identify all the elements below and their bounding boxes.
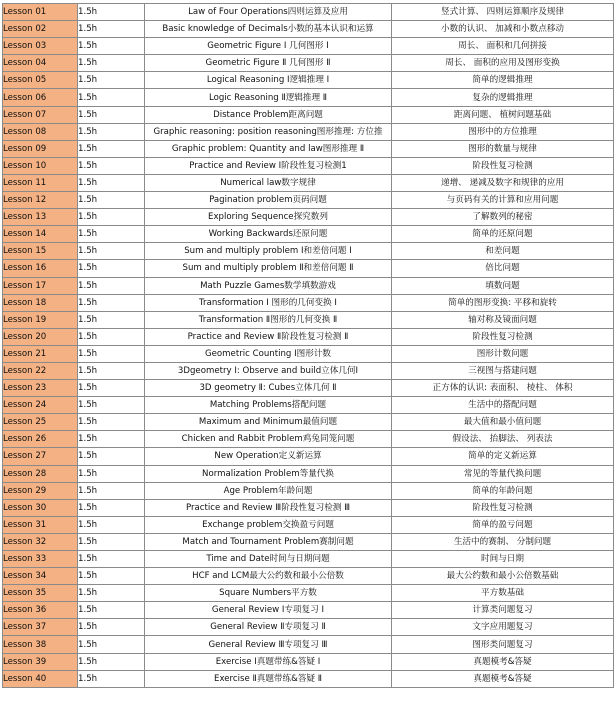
topic-cell: General Review Ⅰ专项复习 Ⅰ	[145, 602, 392, 619]
description-cell: 和差问题	[392, 243, 614, 260]
topic-cell: Exchange problem交换盈亏问题	[145, 516, 392, 533]
topic-cell: Graphic reasoning: position reasoning图形推理: 方位推	[145, 123, 392, 140]
duration-cell: 1.5h	[78, 174, 145, 191]
topic-cell: Pagination problem页码问题	[145, 192, 392, 209]
lesson-number-cell: Lesson 23	[3, 380, 78, 397]
description-cell: 最大值和最小值问题	[392, 414, 614, 431]
table-row	[3, 174, 614, 191]
description-cell: 阶段性复习检测	[392, 328, 614, 345]
description-cell: 阶段性复习检测	[392, 499, 614, 516]
topic-cell: Numerical law数字规律	[145, 174, 392, 191]
lesson-number-cell: Lesson 29	[3, 482, 78, 499]
duration-cell: 1.5h	[78, 551, 145, 568]
table-row	[3, 670, 614, 687]
duration-cell: 1.5h	[78, 448, 145, 465]
table-row	[3, 431, 614, 448]
table-row	[3, 568, 614, 585]
duration-cell: 1.5h	[78, 55, 145, 72]
duration-cell: 1.5h	[78, 636, 145, 653]
table-row	[3, 397, 614, 414]
duration-cell: 1.5h	[78, 106, 145, 123]
duration-cell: 1.5h	[78, 89, 145, 106]
duration-cell: 1.5h	[78, 209, 145, 226]
table-row	[3, 380, 614, 397]
lesson-number-cell: Lesson 38	[3, 636, 78, 653]
duration-cell: 1.5h	[78, 328, 145, 345]
topic-cell: Geometric Figure Ⅱ 几何图形 Ⅱ	[145, 55, 392, 72]
description-cell: 平方数基础	[392, 585, 614, 602]
table-row	[3, 260, 614, 277]
table-row	[3, 209, 614, 226]
topic-cell: Geometric Figure Ⅰ 几何图形 Ⅰ	[145, 38, 392, 55]
table-row	[3, 602, 614, 619]
duration-cell: 1.5h	[78, 21, 145, 38]
duration-cell: 1.5h	[78, 653, 145, 670]
duration-cell: 1.5h	[78, 602, 145, 619]
lesson-number-cell: Lesson 35	[3, 585, 78, 602]
table-row	[3, 89, 614, 106]
duration-cell: 1.5h	[78, 362, 145, 379]
description-cell: 简单的图形变换: 平移和旋转	[392, 294, 614, 311]
description-cell: 计算类问题复习	[392, 602, 614, 619]
description-cell: 图形计数问题	[392, 345, 614, 362]
lesson-number-cell: Lesson 15	[3, 243, 78, 260]
duration-cell: 1.5h	[78, 499, 145, 516]
description-cell: 填数问题	[392, 277, 614, 294]
topic-cell: Graphic problem: Quantity and law图形推理 Ⅱ	[145, 140, 392, 157]
duration-cell: 1.5h	[78, 277, 145, 294]
topic-cell: Working Backwards还原问题	[145, 226, 392, 243]
lesson-number-cell: Lesson 31	[3, 516, 78, 533]
duration-cell: 1.5h	[78, 140, 145, 157]
topic-cell: Law of Four Operations四则运算及应用	[145, 4, 392, 21]
topic-cell: Matching Problems搭配问题	[145, 397, 392, 414]
duration-cell: 1.5h	[78, 465, 145, 482]
topic-cell: 3Dgeometry Ⅰ: Observe and build立体几何Ⅰ	[145, 362, 392, 379]
table-row	[3, 277, 614, 294]
description-cell: 简单的年龄问题	[392, 482, 614, 499]
duration-cell: 1.5h	[78, 345, 145, 362]
duration-cell: 1.5h	[78, 516, 145, 533]
description-cell: 时间与日期	[392, 551, 614, 568]
description-cell: 常见的等量代换问题	[392, 465, 614, 482]
table-row	[3, 38, 614, 55]
table-row	[3, 516, 614, 533]
duration-cell: 1.5h	[78, 123, 145, 140]
topic-cell: Match and Tournament Problem赛制问题	[145, 533, 392, 550]
description-cell: 最大公约数和最小公倍数基础	[392, 568, 614, 585]
description-cell: 简单的逻辑推理	[392, 72, 614, 89]
description-cell: 假设法、 抬脚法、 列表法	[392, 431, 614, 448]
table-row	[3, 157, 614, 174]
topic-cell: Logic Reasoning Ⅱ逻辑推理 Ⅱ	[145, 89, 392, 106]
topic-cell: Transformation Ⅱ图形的几何变换 Ⅱ	[145, 311, 392, 328]
duration-cell: 1.5h	[78, 431, 145, 448]
description-cell: 倍比问题	[392, 260, 614, 277]
lesson-number-cell: Lesson 01	[3, 4, 78, 21]
table-row	[3, 414, 614, 431]
description-cell: 小数的认识、 加减和小数点移动	[392, 21, 614, 38]
duration-cell: 1.5h	[78, 311, 145, 328]
table-row	[3, 362, 614, 379]
table-row	[3, 21, 614, 38]
table-row	[3, 619, 614, 636]
description-cell: 图形中的方位推理	[392, 123, 614, 140]
description-cell: 真题模考&答疑	[392, 653, 614, 670]
table-row	[3, 653, 614, 670]
description-cell: 周长、 面积和几何拼接	[392, 38, 614, 55]
table-row	[3, 294, 614, 311]
description-cell: 图形的数量与规律	[392, 140, 614, 157]
lesson-number-cell: Lesson 17	[3, 277, 78, 294]
table-row	[3, 140, 614, 157]
table-row	[3, 499, 614, 516]
lesson-number-cell: Lesson 27	[3, 448, 78, 465]
duration-cell: 1.5h	[78, 260, 145, 277]
description-cell: 简单的盈亏问题	[392, 516, 614, 533]
lesson-number-cell: Lesson 28	[3, 465, 78, 482]
description-cell: 阶段性复习检测	[392, 157, 614, 174]
topic-cell: Distance Problem距离问题	[145, 106, 392, 123]
lesson-schedule-table	[2, 3, 614, 688]
lesson-number-cell: Lesson 26	[3, 431, 78, 448]
table-row	[3, 533, 614, 550]
description-cell: 生活中的搭配问题	[392, 397, 614, 414]
duration-cell: 1.5h	[78, 4, 145, 21]
lesson-number-cell: Lesson 40	[3, 670, 78, 687]
description-cell: 复杂的逻辑推理	[392, 89, 614, 106]
duration-cell: 1.5h	[78, 670, 145, 687]
topic-cell: Sum and multiply problem Ⅱ和差倍问题 Ⅱ	[145, 260, 392, 277]
topic-cell: HCF and LCM最大公约数和最小公倍数	[145, 568, 392, 585]
description-cell: 轴对称及镜面问题	[392, 311, 614, 328]
table-row	[3, 465, 614, 482]
topic-cell: Exercise Ⅱ真题带练&答疑 Ⅱ	[145, 670, 392, 687]
table-row	[3, 345, 614, 362]
topic-cell: Time and Date时间与日期问题	[145, 551, 392, 568]
duration-cell: 1.5h	[78, 192, 145, 209]
lesson-number-cell: Lesson 16	[3, 260, 78, 277]
lesson-number-cell: Lesson 07	[3, 106, 78, 123]
topic-cell: Practice and Review Ⅰ阶段性复习检测1	[145, 157, 392, 174]
description-cell: 图形类问题复习	[392, 636, 614, 653]
duration-cell: 1.5h	[78, 226, 145, 243]
lesson-number-cell: Lesson 03	[3, 38, 78, 55]
lesson-number-cell: Lesson 22	[3, 362, 78, 379]
topic-cell: Exercise Ⅰ真题带练&答疑 Ⅰ	[145, 653, 392, 670]
lesson-number-cell: Lesson 20	[3, 328, 78, 345]
lesson-number-cell: Lesson 25	[3, 414, 78, 431]
description-cell: 正方体的认识: 表面积、 棱柱、 体积	[392, 380, 614, 397]
description-cell: 竖式计算、 四则运算顺序及规律	[392, 4, 614, 21]
topic-cell: Normalization Problem等量代换	[145, 465, 392, 482]
topic-cell: Age Problem年龄问题	[145, 482, 392, 499]
duration-cell: 1.5h	[78, 38, 145, 55]
topic-cell: Chicken and Rabbit Problem鸡兔同笼问题	[145, 431, 392, 448]
topic-cell: Practice and Review Ⅱ阶段性复习检测 Ⅱ	[145, 328, 392, 345]
table-row	[3, 311, 614, 328]
table-row	[3, 482, 614, 499]
table-row	[3, 55, 614, 72]
table-row	[3, 243, 614, 260]
lesson-number-cell: Lesson 10	[3, 157, 78, 174]
lesson-number-cell: Lesson 06	[3, 89, 78, 106]
duration-cell: 1.5h	[78, 380, 145, 397]
lesson-number-cell: Lesson 36	[3, 602, 78, 619]
table-row	[3, 636, 614, 653]
table-row	[3, 551, 614, 568]
topic-cell: Basic knowledge of Decimals小数的基本认识和运算	[145, 21, 392, 38]
lesson-number-cell: Lesson 18	[3, 294, 78, 311]
lesson-number-cell: Lesson 34	[3, 568, 78, 585]
duration-cell: 1.5h	[78, 243, 145, 260]
topic-cell: Square Numbers平方数	[145, 585, 392, 602]
lesson-number-cell: Lesson 19	[3, 311, 78, 328]
description-cell: 生活中的赛制、 分制问题	[392, 533, 614, 550]
lesson-number-cell: Lesson 39	[3, 653, 78, 670]
lesson-number-cell: Lesson 33	[3, 551, 78, 568]
topic-cell: General Review Ⅱ专项复习 Ⅱ	[145, 619, 392, 636]
lesson-number-cell: Lesson 09	[3, 140, 78, 157]
description-cell: 周长、 面积的应用及图形变换	[392, 55, 614, 72]
lesson-number-cell: Lesson 08	[3, 123, 78, 140]
lesson-number-cell: Lesson 37	[3, 619, 78, 636]
duration-cell: 1.5h	[78, 585, 145, 602]
lesson-number-cell: Lesson 11	[3, 174, 78, 191]
description-cell: 了解数列的秘密	[392, 209, 614, 226]
description-cell: 真题模考&答疑	[392, 670, 614, 687]
duration-cell: 1.5h	[78, 568, 145, 585]
table-row	[3, 448, 614, 465]
lesson-number-cell: Lesson 02	[3, 21, 78, 38]
description-cell: 与页码有关的计算和应用问题	[392, 192, 614, 209]
duration-cell: 1.5h	[78, 157, 145, 174]
description-cell: 三视图与搭建问题	[392, 362, 614, 379]
description-cell: 文字应用题复习	[392, 619, 614, 636]
table-row	[3, 123, 614, 140]
topic-cell: Geometric Counting Ⅰ图形计数	[145, 345, 392, 362]
duration-cell: 1.5h	[78, 294, 145, 311]
duration-cell: 1.5h	[78, 397, 145, 414]
topic-cell: 3D geometry Ⅱ: Cubes立体几何 Ⅱ	[145, 380, 392, 397]
lesson-number-cell: Lesson 14	[3, 226, 78, 243]
table-row	[3, 585, 614, 602]
duration-cell: 1.5h	[78, 482, 145, 499]
lesson-number-cell: Lesson 05	[3, 72, 78, 89]
table-row	[3, 226, 614, 243]
table-row	[3, 328, 614, 345]
duration-cell: 1.5h	[78, 619, 145, 636]
lesson-number-cell: Lesson 30	[3, 499, 78, 516]
lesson-number-cell: Lesson 12	[3, 192, 78, 209]
lesson-number-cell: Lesson 13	[3, 209, 78, 226]
topic-cell: Math Puzzle Games数学填数游戏	[145, 277, 392, 294]
topic-cell: Transformation Ⅰ 图形的几何变换 Ⅰ	[145, 294, 392, 311]
table-row	[3, 4, 614, 21]
topic-cell: Exploring Sequence探究数列	[145, 209, 392, 226]
table-row	[3, 106, 614, 123]
topic-cell: General Review Ⅲ专项复习 Ⅲ	[145, 636, 392, 653]
description-cell: 递增、 递减及数字和规律的应用	[392, 174, 614, 191]
topic-cell: New Operation定义新运算	[145, 448, 392, 465]
topic-cell: Sum and multiply problem Ⅰ和差倍问题 Ⅰ	[145, 243, 392, 260]
lesson-number-cell: Lesson 32	[3, 533, 78, 550]
lesson-number-cell: Lesson 04	[3, 55, 78, 72]
duration-cell: 1.5h	[78, 414, 145, 431]
description-cell: 距离问题、 植树问题基础	[392, 106, 614, 123]
topic-cell: Maximum and Minimum最值问题	[145, 414, 392, 431]
description-cell: 简单的还原问题	[392, 226, 614, 243]
lesson-number-cell: Lesson 21	[3, 345, 78, 362]
topic-cell: Practice and Review Ⅲ阶段性复习检测 Ⅲ	[145, 499, 392, 516]
table-row	[3, 72, 614, 89]
duration-cell: 1.5h	[78, 72, 145, 89]
table-row	[3, 192, 614, 209]
duration-cell: 1.5h	[78, 533, 145, 550]
description-cell: 简单的定义新运算	[392, 448, 614, 465]
lesson-table-body	[3, 4, 614, 688]
lesson-number-cell: Lesson 24	[3, 397, 78, 414]
topic-cell: Logical Reasoning Ⅰ逻辑推理 Ⅰ	[145, 72, 392, 89]
